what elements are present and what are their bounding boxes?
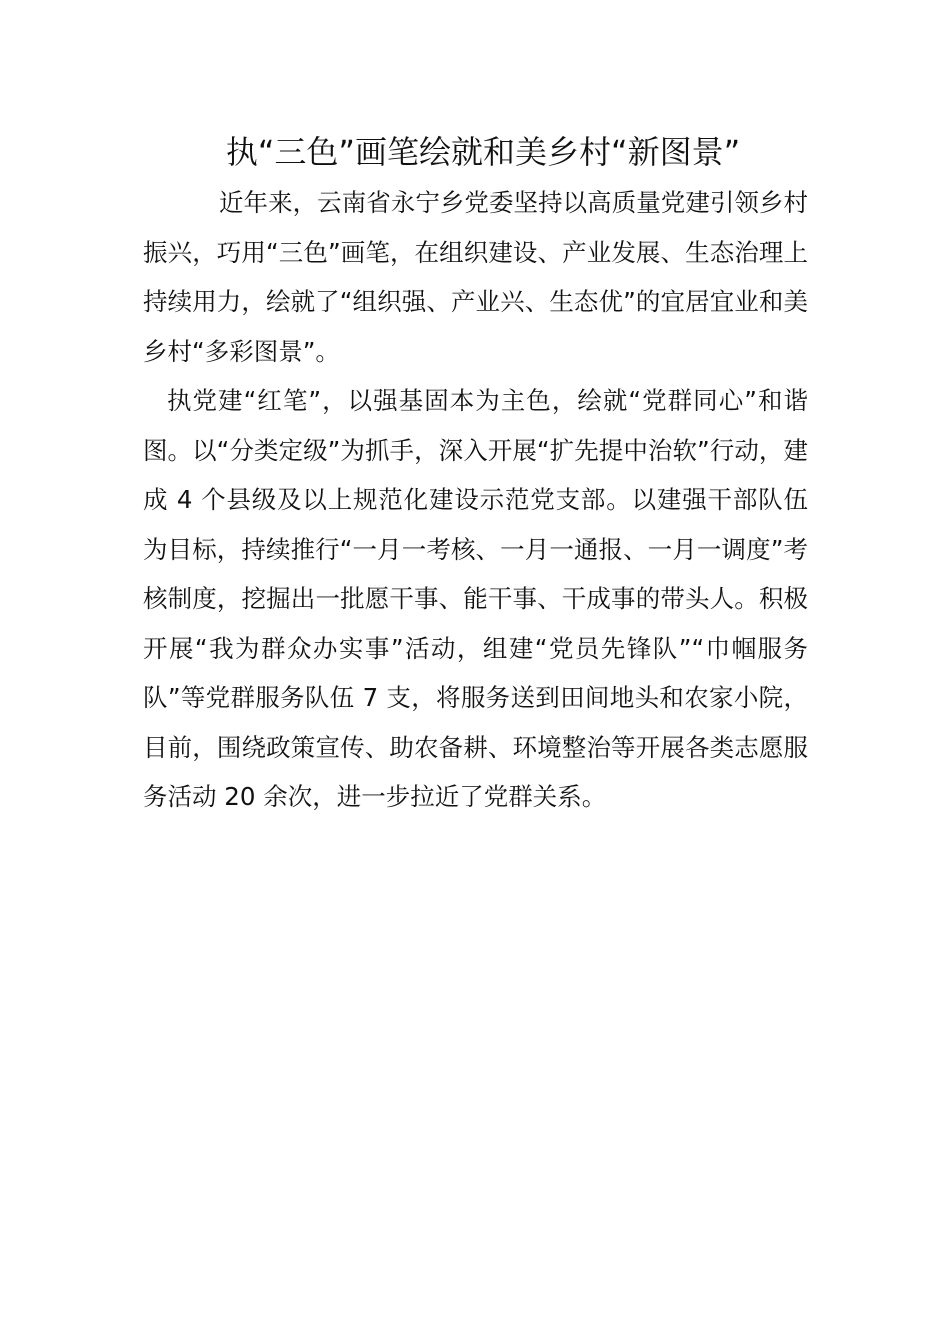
document-title: 执“三色”画笔绘就和美乡村“新图景”	[225, 133, 741, 171]
paragraph-intro: 近年来，云南省永宁乡党委坚持以高质量党建引领乡村振兴，巧用“三色”画笔，在组织建设、产业发展、生态治理上持续用力，绘就了“组织强、产业兴、生态优”的宜居宜业和美乡村“多彩图景”。	[143, 188, 808, 366]
paragraph-party-building: 执党建“红笔”，以强基固本为主色，绘就“党群同心”和谐图。以“分类定级”为抓手，深入开展“扩先提中治软”行动，建成 4 个县级及以上规范化建设示范党支部。以建强干部队伍为目标，持续推行“一月一考核、一月一通报、一月一调度”考核制度，挖掘出一批愿干事、能干事、干成事的带头人。积极开展“我为群众办实事”活动，组建“党员先锋队”“巾帼服务队”等党群服务队伍 7 支，将服务送到田间地头和农家小院，目前，围绕政策宣传、助农备耕、环境整治等开展各类志愿服务活动 20 余次，进一步拉近了党群关系。	[143, 386, 808, 811]
document-body	[143, 178, 808, 822]
